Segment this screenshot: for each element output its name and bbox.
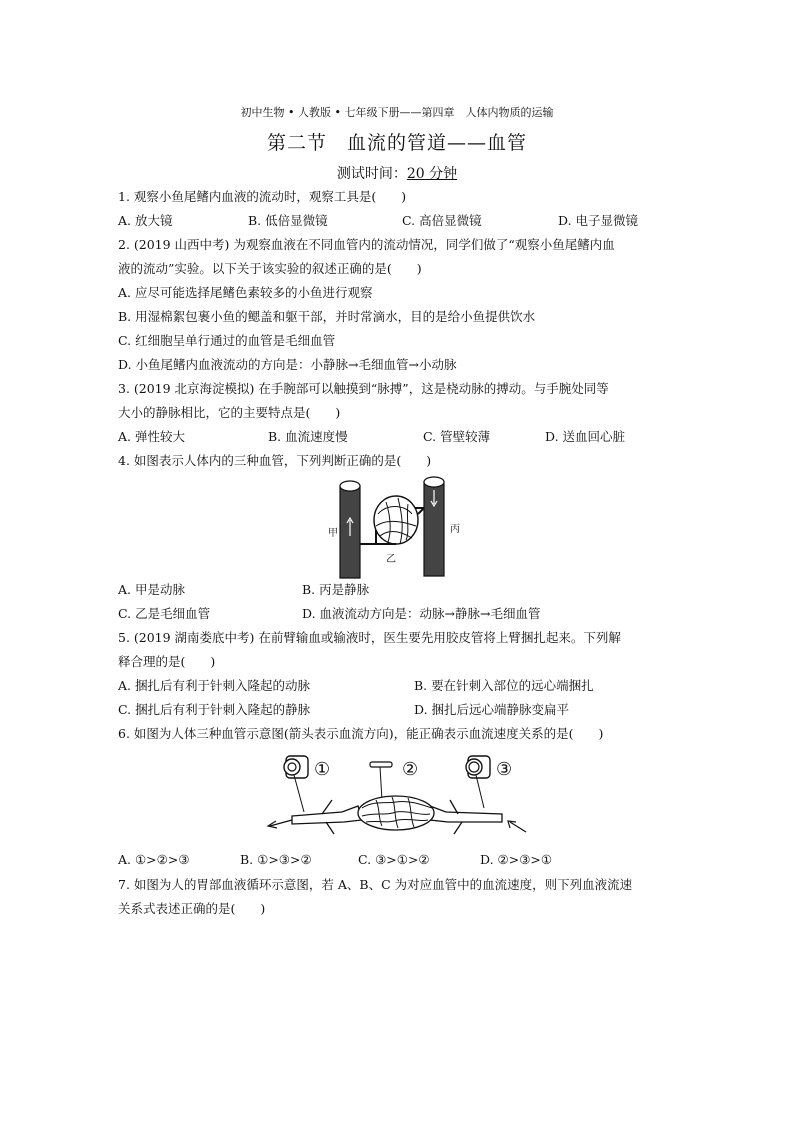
q4-stem: 4. 如图表示人体内的三种血管，下列判断正确的是( ): [118, 453, 432, 468]
time-value: 20 分钟: [406, 166, 458, 182]
q6-option-a: A. ①>②>③: [118, 852, 190, 867]
vein-vessel: [430, 806, 502, 822]
q5-option-d: D. 捆扎后远心端静脉变扁平: [414, 702, 570, 717]
label-bing: 丙: [450, 524, 460, 535]
q5-stem-line1: 5. (2019 湖南娄底中考) 在前臂输血或输液时，医生要先用胶皮管将上臂捆扎起来。下列解: [118, 630, 621, 645]
q7-stem-line2: 关系式表述正确的是( ): [118, 901, 266, 916]
q5-stem-line2: 释合理的是( ): [118, 654, 216, 669]
label-yi: 乙: [386, 554, 396, 565]
vessel-bing-opening: [424, 477, 444, 487]
label-jia: 甲: [328, 528, 338, 539]
label-3: ③: [496, 759, 513, 780]
q1-option-d: D. 电子显微镜: [558, 213, 639, 228]
q1-stem: 1. 观察小鱼尾鳍内血液的流动时，观察工具是( ): [118, 189, 407, 204]
q3-stem-line1: 3. (2019 北京海淀模拟) 在手腕部可以触摸到“脉搏”，这是桡动脉的搏动。与手腕处同等: [118, 381, 609, 396]
q2-stem-line2: 液的流动”实验。以下关于该实验的叙述正确的是( ): [118, 261, 422, 276]
flow-arrow-right: [510, 822, 526, 832]
q3-option-c: C. 管壁较薄: [423, 429, 491, 444]
q3-option-b: B. 血流速度慢: [268, 429, 348, 444]
label-1: ①: [314, 759, 331, 780]
q5-option-b: B. 要在针刺入部位的远心端捆扎: [414, 678, 594, 693]
section-title: 第二节 血流的管道——血管: [266, 132, 527, 154]
q5-option-c: C. 捆扎后有利于针刺入隆起的静脉: [118, 702, 311, 717]
q3-option-d: D. 送血回心脏: [545, 429, 626, 444]
q4-option-c: C. 乙是毛细血管: [118, 606, 211, 621]
q4-option-d: D. 血液流动方向是：动脉→静脉→毛细血管: [302, 606, 541, 621]
vessel-jia-opening: [340, 481, 360, 491]
artery-vessel: [292, 806, 362, 824]
q3-stem-line2: 大小的静脉相比，它的主要特点是( ): [118, 405, 341, 420]
q6-option-b: B. ①>③>②: [240, 852, 312, 867]
q1-option-b: B. 低倍显微镜: [248, 213, 328, 228]
q4-option-a: A. 甲是动脉: [118, 582, 185, 597]
q3-option-a: A. 弹性较大: [118, 429, 185, 444]
q4-option-b: B. 丙是静脉: [302, 582, 370, 597]
q6-option-c: C. ③>①>②: [358, 852, 430, 867]
q6-option-d: D. ②>③>①: [480, 852, 553, 867]
three-vessels-figure: [326, 474, 472, 580]
label-2: ②: [402, 759, 419, 780]
time-label: 测试时间：: [336, 166, 407, 182]
test-time: [0, 163, 794, 183]
q5-option-a: A. 捆扎后有利于针刺入隆起的动脉: [118, 678, 310, 693]
q1-option-a: A. 放大镜: [118, 213, 173, 228]
blood-flow-figure: [262, 750, 532, 838]
capillary-bed: [358, 796, 434, 830]
capillary-network: [374, 496, 418, 544]
q6-stem: 6. 如图为人体三种血管示意图(箭头表示血流方向)，能正确表示血流速度关系的是( ): [118, 726, 604, 741]
q2-option-b: B. 用湿棉絮包裹小鱼的鳃盖和躯干部，并时常滴水，目的是给小鱼提供饮水: [118, 309, 536, 324]
q1-option-c: C. 高倍显微镜: [402, 213, 482, 228]
q2-option-a: A. 应尽可能选择尾鳍色素较多的小鱼进行观察: [118, 285, 373, 300]
q2-option-c: C. 红细胞呈单行通过的血管是毛细血管: [118, 333, 336, 348]
q2-option-d: D. 小鱼尾鳍内血液流动的方向是：小静脉→毛细血管→小动脉: [118, 357, 457, 372]
running-header: 初中生物 • 人教版 • 七年级下册——第四章 人体内物质的运输: [240, 106, 554, 119]
q2-stem-line1: 2. (2019 山西中考) 为观察血液在不同血管内的流动情况，同学们做了“观察小鱼尾鳍内血: [118, 237, 615, 252]
q7-stem-line1: 7. 如图为人的胃部血液循环示意图，若 A、B、C 为对应血管中的血流速度，则下列血液流速: [118, 877, 633, 892]
section-2: [370, 762, 392, 767]
